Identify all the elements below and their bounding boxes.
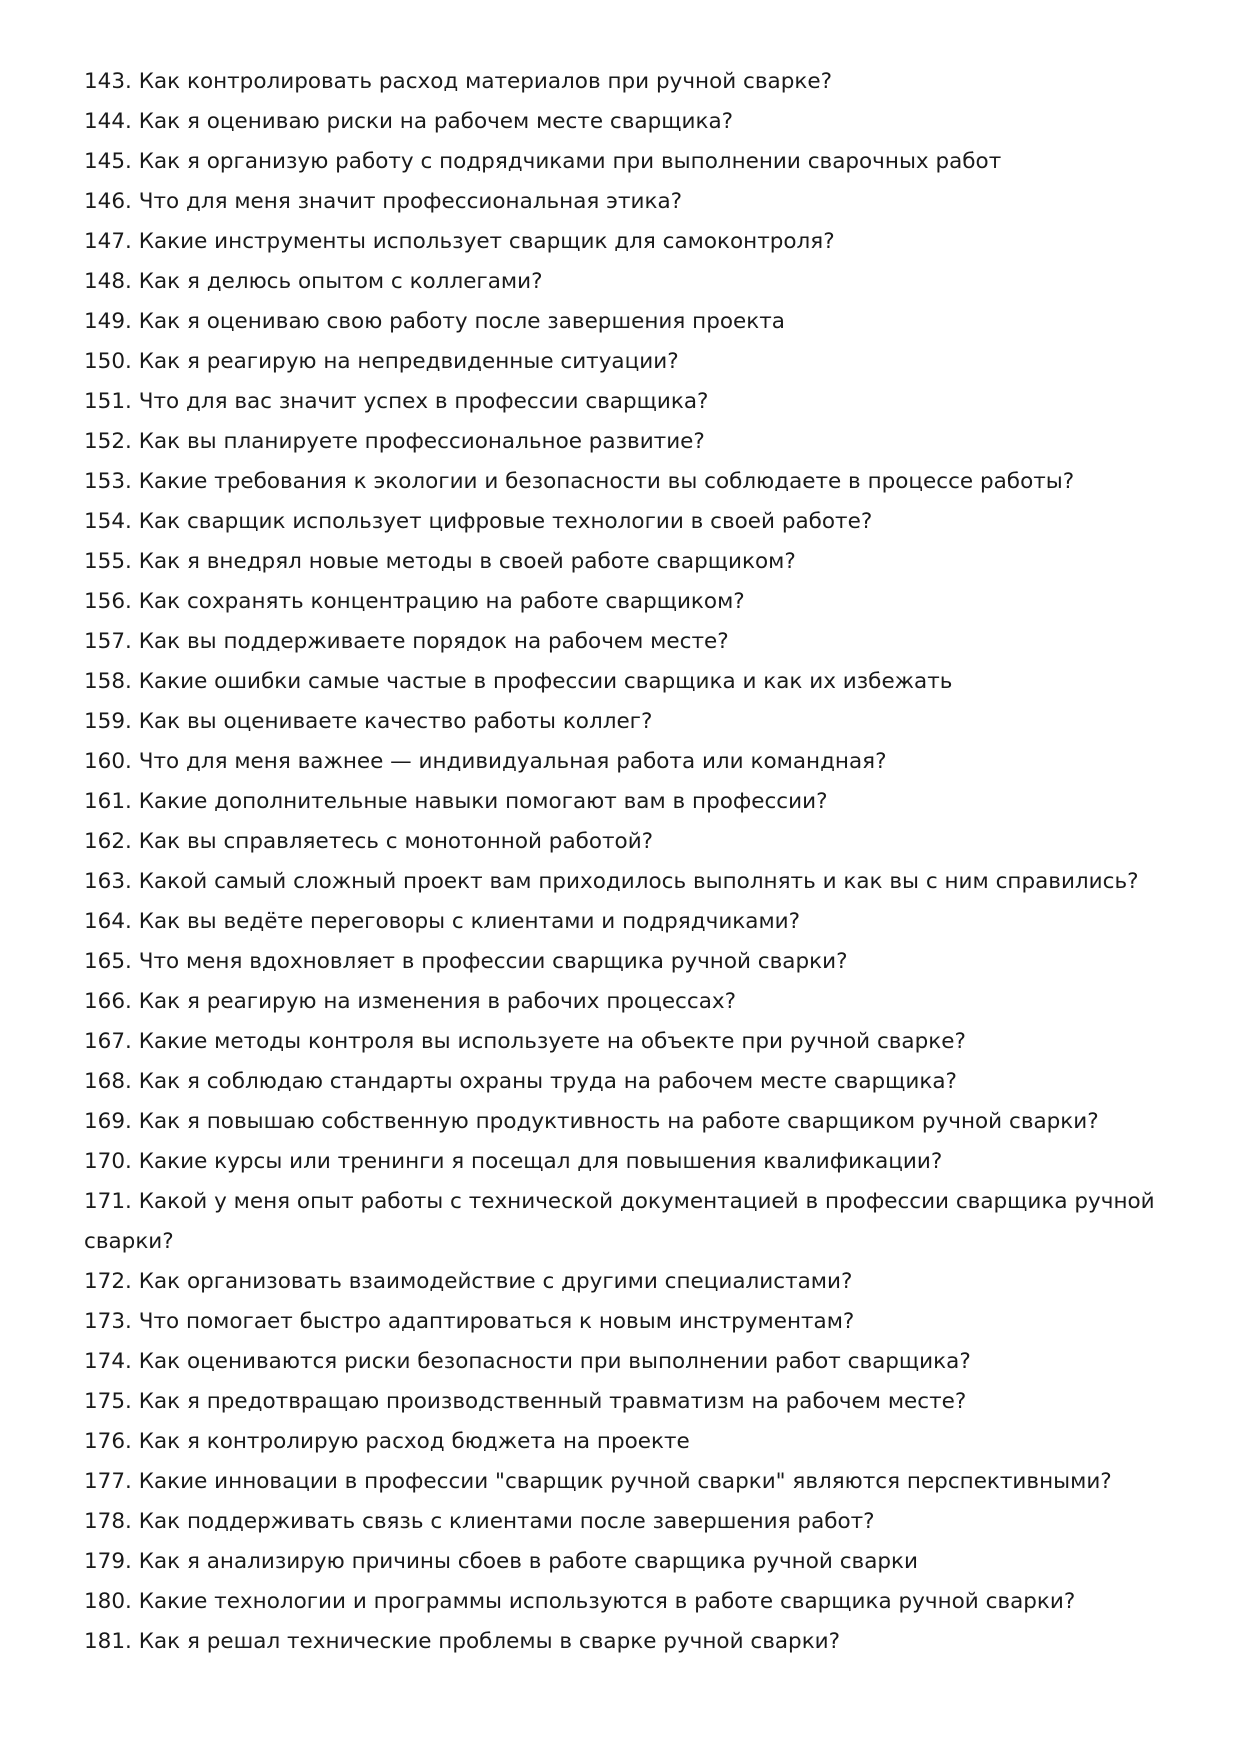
list-item: 175. Как я предотвращаю производственный травматизм на рабочем месте?	[84, 1389, 967, 1414]
list-item: 167. Какие методы контроля вы используете на объекте при ручной сварке?	[84, 1029, 966, 1054]
list-item: 145. Как я организую работу с подрядчиками при выполнении сварочных работ	[84, 149, 1002, 174]
list-item: 147. Какие инструменты использует сварщик для самоконтроля?	[84, 229, 835, 254]
list-item: 155. Как я внедрял новые методы в своей работе сварщиком?	[84, 549, 796, 574]
list-item: 148. Как я делюсь опытом с коллегами?	[84, 269, 543, 294]
list-item: 179. Как я анализирую причины сбоев в работе сварщика ручной сварки	[84, 1549, 918, 1574]
list-item: 176. Как я контролирую расход бюджета на проекте	[84, 1429, 690, 1454]
list-item: 144. Как я оцениваю риски на рабочем месте сварщика?	[84, 109, 734, 134]
list-item: 154. Как сварщик использует цифровые технологии в своей работе?	[84, 509, 873, 534]
list-item: 174. Как оцениваются риски безопасности при выполнении работ сварщика?	[84, 1349, 971, 1374]
list-item: 165. Что меня вдохновляет в профессии сварщика ручной сварки?	[84, 949, 848, 974]
question-list	[84, 62, 1164, 1662]
list-item: 172. Как организовать взаимодействие с другими специалистами?	[84, 1269, 853, 1294]
list-item: 181. Как я решал технические проблемы в сварке ручной сварки?	[84, 1629, 841, 1654]
list-item: 180. Какие технологии и программы используются в работе сварщика ручной сварки?	[84, 1589, 1076, 1614]
list-item: 163. Какой самый сложный проект вам приходилось выполнять и как вы с ним справились?	[84, 869, 1139, 894]
list-item: 177. Какие инновации в профессии "сварщик ручной сварки" являются перспективными?	[84, 1469, 1112, 1494]
list-item: 153. Какие требования к экологии и безопасности вы соблюдаете в процессе работы?	[84, 469, 1075, 494]
list-item: 152. Как вы планируете профессиональное развитие?	[84, 429, 705, 454]
list-item: 166. Как я реагирую на изменения в рабочих процессах?	[84, 989, 737, 1014]
list-item: 173. Что помогает быстро адаптироваться к новым инструментам?	[84, 1309, 855, 1334]
list-item: 157. Как вы поддерживаете порядок на рабочем месте?	[84, 629, 729, 654]
list-item: 171. Какой у меня опыт работы с технической документацией в профессии сварщика ручной сварки?	[84, 1189, 1155, 1254]
list-item: 150. Как я реагирую на непредвиденные ситуации?	[84, 349, 679, 374]
list-item: 169. Как я повышаю собственную продуктивность на работе сварщиком ручной сварки?	[84, 1109, 1099, 1134]
list-item: 156. Как сохранять концентрацию на работе сварщиком?	[84, 589, 745, 614]
list-item: 161. Какие дополнительные навыки помогают вам в профессии?	[84, 789, 828, 814]
list-item: 170. Какие курсы или тренинги я посещал для повышения квалификации?	[84, 1149, 943, 1174]
list-item: 160. Что для меня важнее — индивидуальная работа или командная?	[84, 749, 887, 774]
list-item: 146. Что для меня значит профессиональная этика?	[84, 189, 683, 214]
list-item: 149. Как я оцениваю свою работу после завершения проекта	[84, 309, 785, 334]
list-item: 159. Как вы оцениваете качество работы коллег?	[84, 709, 653, 734]
list-item: 178. Как поддерживать связь с клиентами после завершения работ?	[84, 1509, 875, 1534]
list-item: 164. Как вы ведёте переговоры с клиентами и подрядчиками?	[84, 909, 801, 934]
list-item: 143. Как контролировать расход материалов при ручной сварке?	[84, 69, 832, 94]
list-item: 162. Как вы справляетесь с монотонной работой?	[84, 829, 654, 854]
list-item: 151. Что для вас значит успех в профессии сварщика?	[84, 389, 709, 414]
list-item: 168. Как я соблюдаю стандарты охраны труда на рабочем месте сварщика?	[84, 1069, 957, 1094]
list-item: 158. Какие ошибки самые частые в профессии сварщика и как их избежать	[84, 669, 953, 694]
